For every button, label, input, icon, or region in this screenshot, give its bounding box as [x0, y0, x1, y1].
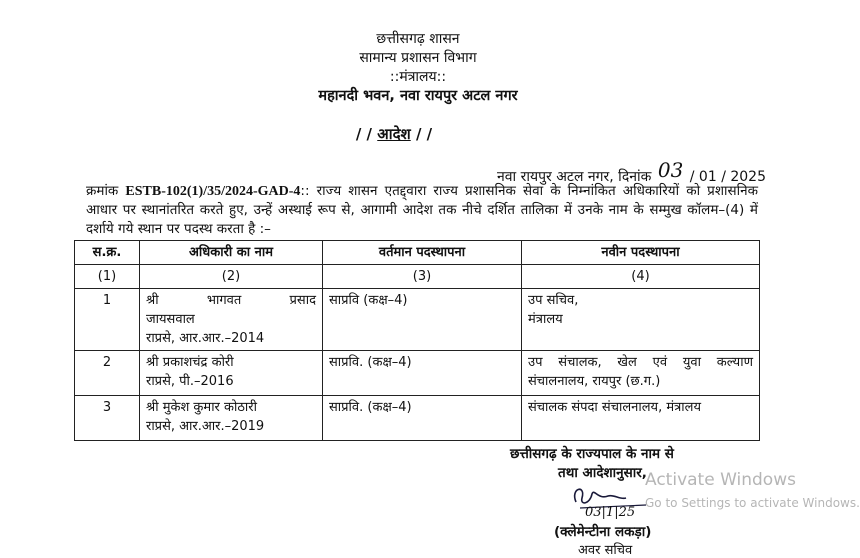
- signature-order-line: तथा आदेशानुसार,: [558, 465, 647, 481]
- cell-officer-name: [140, 289, 323, 351]
- officer-name-line2: जायसवाल: [146, 312, 195, 327]
- order-title: [0, 124, 788, 144]
- table-row: [75, 351, 760, 396]
- new-posting-line1: उप संचालक, खेल एवं युवा कल्याण: [528, 355, 753, 370]
- header-ministry: ::मंत्रालय::: [389, 69, 447, 85]
- cell-new-posting: [522, 289, 760, 351]
- header-state: छत्तीसगढ़ शासन: [376, 31, 460, 47]
- table-row: [75, 289, 760, 351]
- order-body: :: राज्य शासन एतद्द्वारा राज्य प्रशासनिक सेवा के निम्नांकित अधिकारियों को प्रशासनिक आधार पर स्थानांतरित करते हुए, उन्हें अस्थाई रूप से, आगामी आदेश तक नीचे दर्शित तालिका में उनके नाम के सम्मुख कॉलम–(4) में दर्शाये गये स्थान पर पदस्थ करता है :–: [86, 183, 759, 237]
- signature-authority-line: छत्तीसगढ़ के राज्यपाल के नाम से: [510, 446, 674, 462]
- transfer-table: [74, 240, 760, 441]
- officer-service: राप्रसे, पी.–2016: [146, 374, 234, 389]
- signature-date: 03|1|25: [585, 505, 636, 520]
- new-posting-line1: संचालक संपदा संचालनालय, मंत्रालय: [528, 400, 702, 415]
- order-title-label: आदेश: [377, 125, 411, 143]
- column-number: (4): [522, 265, 760, 289]
- table-header-row: [75, 241, 760, 265]
- header-new-posting: नवीन पदस्थापना: [522, 241, 760, 265]
- signatory-name: (क्लेमेन्टीना लकड़ा): [554, 524, 652, 540]
- new-posting-line2: संचालनालय, रायपुर (छ.ग.): [528, 374, 661, 389]
- cell-current-posting: साप्रवि. (कक्ष–4): [323, 396, 522, 441]
- cell-new-posting: [522, 396, 760, 441]
- table-row: [75, 396, 760, 441]
- officer-name-line1: श्री मुकेश कुमार कोठारी: [146, 400, 257, 415]
- date-place: नवा रायपुर अटल नगर, दिनांक: [496, 169, 652, 185]
- order-title-prefix: / /: [355, 125, 373, 143]
- cell-current-posting: साप्रवि (कक्ष–4): [323, 289, 522, 351]
- signatory-designation: अवर सचिव: [578, 543, 633, 558]
- officer-service: राप्रसे, आर.आर.–2014: [146, 331, 265, 346]
- officer-name-line1: श्री प्रकाशचंद्र कोरी: [146, 355, 234, 370]
- cell-new-posting: [522, 351, 760, 396]
- activation-watermark-subtitle: Go to Settings to activate Windows.: [645, 496, 860, 510]
- cell-serial: 1: [75, 289, 140, 351]
- column-number: (1): [75, 265, 140, 289]
- column-number: (3): [323, 265, 522, 289]
- ref-label: क्रमांक: [86, 183, 119, 199]
- ref-number: ESTB-102(1)/35/2024-GAD-4: [125, 184, 301, 199]
- cell-officer-name: [140, 396, 323, 441]
- header-address: महानदी भवन, नवा रायपुर अटल नगर: [318, 88, 518, 104]
- cell-officer-name: [140, 351, 323, 396]
- officer-name-line1: श्री भागवत प्रसाद: [146, 293, 316, 308]
- cell-current-posting: साप्रवि. (कक्ष–4): [323, 351, 522, 396]
- column-number: (2): [140, 265, 323, 289]
- header-serial: स.क्र.: [75, 241, 140, 265]
- date-day-handwritten: 03: [657, 158, 684, 182]
- order-title-suffix: / /: [415, 125, 433, 143]
- activation-watermark-title: Activate Windows: [645, 470, 796, 490]
- header-current-posting: वर्तमान पदस्थापना: [323, 241, 522, 265]
- cell-serial: 3: [75, 396, 140, 441]
- column-number-row: [75, 265, 760, 289]
- officer-service: राप्रसे, आर.आर.–2019: [146, 419, 265, 434]
- header-department: सामान्य प्रशासन विभाग: [359, 50, 477, 66]
- new-posting-line2: मंत्रालय: [528, 312, 563, 327]
- cell-serial: 2: [75, 351, 140, 396]
- new-posting-line1: उप सचिव,: [528, 293, 579, 308]
- header-officer-name: अधिकारी का नाम: [140, 241, 323, 265]
- order-paragraph: [86, 182, 758, 239]
- date-month-year: / 01 / 2025: [689, 169, 766, 185]
